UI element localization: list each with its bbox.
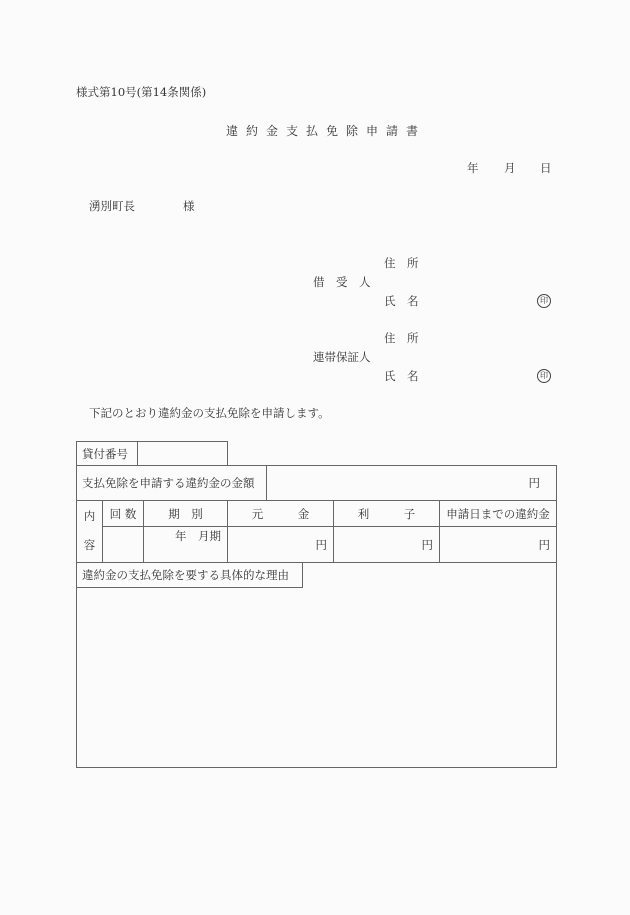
header-principal: 元 金	[251, 506, 310, 521]
loan-number-label: 貸付番号	[82, 446, 128, 461]
borrower-address-label: 住 所	[384, 256, 419, 270]
form-number: 様式第10号(第14条関係)	[76, 85, 207, 99]
guarantor-name-label: 氏 名	[384, 369, 419, 383]
statement: 下記のとおり違約金の支払免除を申請します。	[89, 406, 330, 420]
guarantor-address-label: 住 所	[384, 331, 419, 345]
date-year: 年	[467, 161, 479, 175]
contents-label-top: 内	[83, 509, 96, 523]
date-month: 月	[504, 161, 516, 175]
addressee-honorific: 様	[183, 199, 195, 213]
borrower-seal-icon: 印	[537, 292, 551, 308]
date-day: 日	[540, 161, 552, 175]
borrower-label: 借 受 人	[313, 275, 371, 289]
guarantor-label: 連帯保証人	[313, 350, 371, 364]
reason-field[interactable]	[77, 588, 556, 767]
document-title: 違約金支払免除申請書	[226, 124, 427, 138]
header-penalty: 申請日までの違約金	[446, 506, 550, 521]
guarantor-seal-icon: 印	[537, 367, 551, 383]
reason-label: 違約金の支払免除を要する具体的な理由	[82, 568, 289, 582]
penalty-field[interactable]: 円	[538, 538, 550, 552]
contents-label-bottom: 容	[83, 538, 96, 552]
addressee-name: 湧別町長	[89, 199, 135, 213]
principal-field[interactable]: 円	[315, 538, 327, 552]
header-count: 回 数	[109, 506, 137, 521]
interest-field[interactable]: 円	[421, 538, 433, 552]
period-field[interactable]: 年 月期	[175, 529, 221, 543]
loan-number-field[interactable]	[138, 442, 227, 465]
count-field[interactable]	[103, 527, 143, 562]
amount-label: 支払免除を申請する違約金の金額	[82, 476, 255, 490]
amount-field[interactable]: 円	[528, 476, 540, 490]
header-interest: 利 子	[357, 506, 416, 521]
borrower-name-label: 氏 名	[384, 294, 419, 308]
header-period: 期 別	[168, 506, 203, 521]
